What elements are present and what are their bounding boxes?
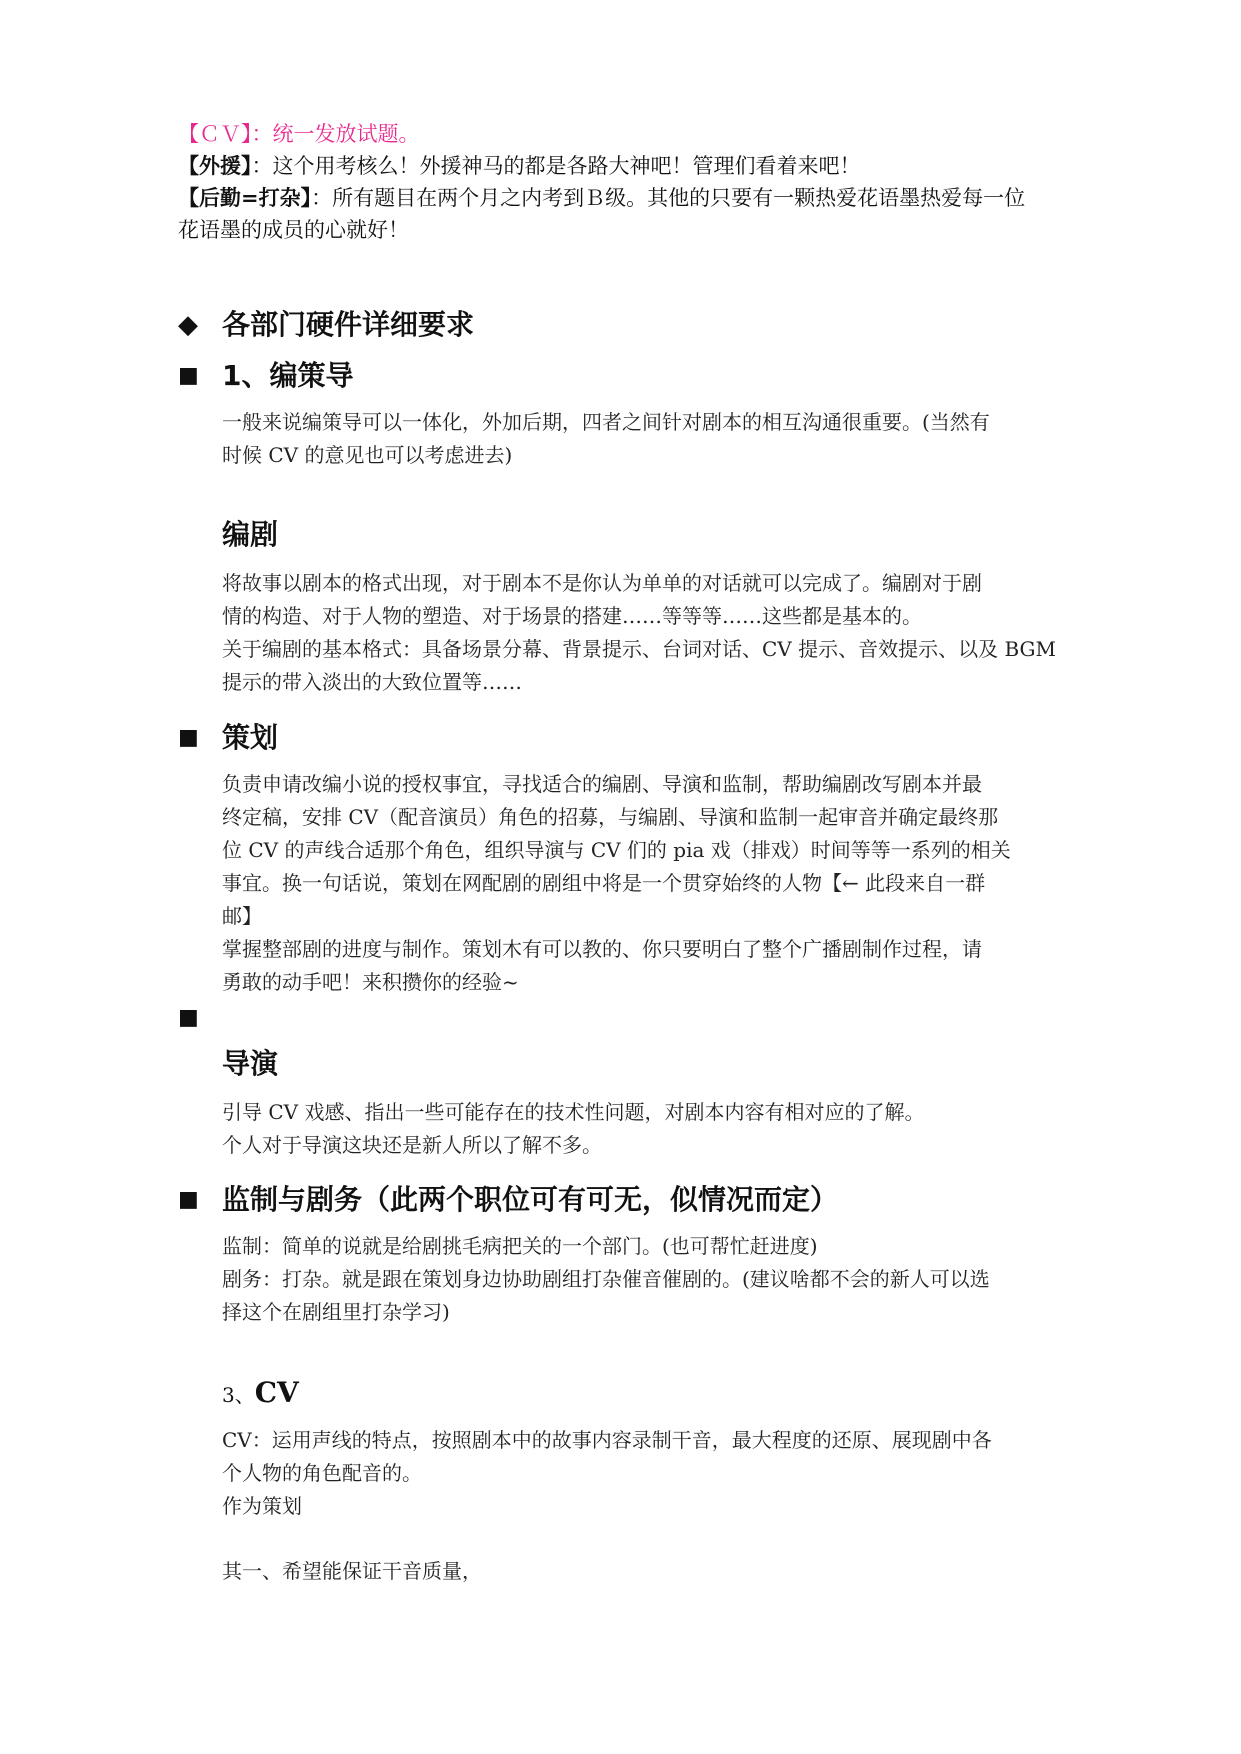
cehua-line: 邮】 — [222, 904, 262, 928]
cehua-title: 策划 — [222, 721, 279, 754]
cehua-line: 负责申请改编小说的授权事宜，寻找适合的编剧、导演和监制，帮助编剧改写剧本并最 — [222, 772, 982, 796]
sec1-line: 时候 CV 的意见也可以考虑进去) — [222, 443, 513, 467]
cv-line: CV：运用声线的特点，按照剧本中的故事内容录制干音，最大程度的还原、展现剧中各 — [222, 1428, 992, 1452]
section-main-title: 各部门硬件详细要求 — [222, 308, 475, 341]
cv-heading — [222, 1373, 299, 1415]
intro-houqin-line — [178, 182, 1025, 214]
daoyan-line: 个人对于导演这块还是新人所以了解不多。 — [222, 1133, 602, 1157]
cehua-line: 事宜。换一句话说，策划在网配剧的剧组中将是一个贯穿始终的人物【← 此段来自一群 — [222, 871, 986, 895]
cehua-line: 位 CV 的声线合适那个角色，组织导演与 CV 们的 pia 戏（排戏）时间等等一系列的相关 — [222, 838, 1011, 862]
square-bullet-icon: ■ — [178, 363, 199, 388]
cehua-line: 掌握整部剧的进度与制作。策划木有可以教的、你只要明白了整个广播剧制作过程，请 — [222, 937, 982, 961]
jianzhi-title: 监制与剧务（此两个职位可有可无，似情况而定） — [222, 1183, 839, 1216]
cv-line: 作为策划 — [222, 1494, 302, 1518]
intro-cv-text: ：统一发放试题。 — [251, 122, 420, 146]
intro-cv-key: 【ＣＶ】 — [178, 122, 252, 146]
cehua-line: 勇敢的动手吧！来积攒你的经验~ — [222, 970, 519, 994]
square-bullet-icon: ■ — [178, 725, 199, 750]
bianju-line: 情的构造、对于人物的塑造、对于场景的搭建……等等等……这些都是基本的。 — [222, 604, 922, 628]
square-bullet-icon: ■ — [178, 1187, 199, 1212]
bianju-line: 提示的带入淡出的大致位置等…… — [222, 670, 522, 694]
intro-waiyuan-text: ：这个用考核么！外援神马的都是各路大神吧！管理们看着来吧！ — [251, 154, 861, 178]
bianju-line: 将故事以剧本的格式出现，对于剧本不是你认为单单的对话就可以完成了。编剧对于剧 — [222, 571, 982, 595]
intro-waiyuan-key: 【外援】 — [178, 153, 252, 178]
intro-houqin-key: 【后勤=打杂】 — [178, 185, 312, 210]
intro-waiyuan-line — [178, 150, 861, 182]
sec1-line: 一般来说编策导可以一体化，外加后期，四者之间针对剧本的相互沟通很重要。(当然有 — [222, 410, 990, 434]
cv-heading-number: 3、 — [222, 1383, 255, 1407]
square-bullet-icon: ■ — [178, 1005, 199, 1030]
jianzhi-line: 择这个在剧组里打杂学习) — [222, 1300, 450, 1324]
jianzhi-line: 监制：简单的说就是给剧挑毛病把关的一个部门。(也可帮忙赶进度) — [222, 1234, 818, 1258]
intro-cv-line — [178, 118, 420, 150]
bianju-title: 编剧 — [222, 518, 279, 551]
intro-houqin-line-2: 花语墨的成员的心就好！ — [178, 218, 409, 242]
jianzhi-line: 剧务：打杂。就是跟在策划身边协助剧组打杂催音催剧的。(建议啥都不会的新人可以选 — [222, 1267, 990, 1291]
cv-last-line: 其一、希望能保证干音质量， — [222, 1559, 482, 1583]
cv-line: 个人物的角色配音的。 — [222, 1461, 422, 1485]
bianju-line: 关于编剧的基本格式：具备场景分幕、背景提示、台词对话、CV 提示、音效提示、以及 BGM — [222, 637, 1056, 661]
intro-houqin-text: ：所有题目在两个月之内考到Ｂ级。其他的只要有一颗热爱花语墨热爱每一位 — [311, 186, 1026, 210]
daoyan-title: 导演 — [222, 1047, 279, 1080]
sec1-title: 1、编策导 — [222, 359, 354, 392]
cv-heading-title: CV — [254, 1376, 299, 1409]
diamond-bullet-icon: ◆ — [178, 310, 198, 340]
cehua-line: 终定稿，安排 CV（配音演员）角色的招募，与编剧、导演和监制一起审音并确定最终那 — [222, 805, 999, 829]
daoyan-line: 引导 CV 戏感、指出一些可能存在的技术性问题，对剧本内容有相对应的了解。 — [222, 1100, 925, 1124]
